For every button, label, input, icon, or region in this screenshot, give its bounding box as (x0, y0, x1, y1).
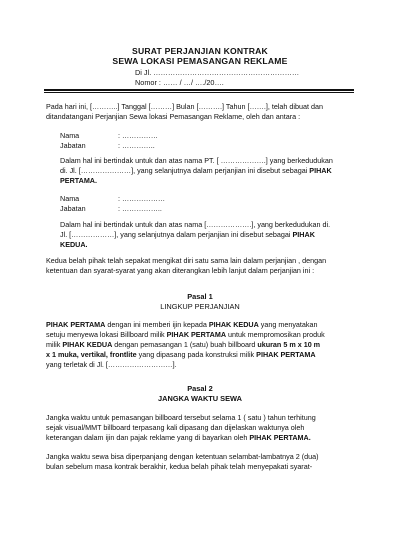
intro-line-1: Pada hari ini, [………..] Tanggal [………] Bulan [……….] Tahun […….], telah dibuat dan (46, 102, 323, 111)
party1-jabatan-row (60, 141, 155, 152)
pasal2-para1-line-2: sejak visual/MMT billboard terpasang kali dipasang dan dijelaskan waktunya oleh (46, 423, 305, 432)
pasal1-line-4: x 1 muka, vertikal, frontlite yang dipasang pada konstruksi milik PIHAK PERTAMA (46, 350, 316, 359)
party1-line-3: PERTAMA. (60, 176, 97, 185)
document-subtitle: SEWA LOKASI PEMASANGAN REKLAME (112, 56, 288, 66)
pasal1-line-5: yang terletak di Jl. [………………………]. (46, 360, 177, 369)
party2-nama-value: : ……………… (118, 194, 166, 203)
pasal1-line-1: PIHAK PERTAMA dengan ini memberi ijin kepada PIHAK KEDUA yang menyatakan (46, 320, 318, 329)
party2-jabatan-label: Jabatan (60, 204, 86, 213)
party1-nama-label: Nama (60, 131, 80, 140)
party2-nama-label: Nama (60, 194, 80, 203)
agreement-line-2: ketentuan dan syarat-syarat yang akan diterangkan lebih lanjut dalam perjanjian ini : (46, 266, 315, 275)
party2-nama-row (60, 194, 165, 205)
party1-line-1: Dalam hal ini bertindak untuk dan atas nama PT. [ ……………….] yang berkedudukan (60, 156, 333, 165)
location-line: Di Jl. …………………………………………………… (135, 68, 300, 77)
header-divider-thick (44, 89, 354, 91)
party2-jabatan-row (60, 204, 162, 215)
party1-nama-value: : …………… (118, 131, 158, 140)
pasal2-para1-line-1: Jangka waktu untuk pemasangan billboard tersebut selama 1 ( satu ) tahun terhitung (46, 413, 316, 422)
party2-line-2: Jl. [………………], yang selanjutnya dalam perjanjian ini disebut sebagai PIHAK (60, 230, 315, 239)
party1-jabatan-label: Jabatan (60, 141, 86, 150)
pasal1-line-2: setuju menyewa lokasi Billboard milik PIHAK PERTAMA untuk mempromosikan produk (46, 330, 325, 339)
party1-line-2: di. Jl. […………………], yang selanjutnya dalam perjanjian ini disebut sebagai PIHAK (60, 166, 332, 175)
pasal1-subheading: LINGKUP PERJANJIAN (160, 302, 240, 311)
pasal1-line-3: milik PIHAK KEDUA dengan pemasangan 1 (satu) buah billboard ukuran 5 m x 10 m (46, 340, 321, 349)
pasal2-para2-line-1: Jangka waktu sewa bisa diperpanjang dengan ketentuan selambat-lambatnya 2 (dua) (46, 452, 319, 461)
document-title: SURAT PERJANJIAN KONTRAK (132, 46, 268, 56)
header-divider-thin (44, 92, 354, 93)
party2-line-3: KEDUA. (60, 240, 88, 249)
pasal2-subheading: JANGKA WAKTU SEWA (158, 394, 242, 403)
intro-line-2: ditandatangani Perjanjian Sewa lokasi Pemasangan Reklame, oleh dan antara : (46, 112, 301, 121)
pasal2-heading: Pasal 2 (187, 384, 213, 393)
party1-nama-row (60, 131, 158, 142)
pasal2-para2-line-2: bulan sebelum masa kontrak berakhir, kedua belah pihak telah menyepakati syarat- (46, 462, 313, 471)
pasal1-heading: Pasal 1 (187, 292, 213, 301)
agreement-line-1: Kedua belah pihak telah sepakat mengikat diri satu sama lain dalam perjanjian , dengan (46, 256, 327, 265)
party2-line-1: Dalam hal ini bertindak untuk dan atas nama [……………….], yang berkedudukan di. (60, 220, 331, 229)
number-line: Nomor : …… / …/ …./20…. (135, 78, 224, 87)
pasal2-para1-line-3: keterangan dalam ijin dan pajak reklame yang di bayarkan oleh PIHAK PERTAMA. (46, 433, 311, 442)
party1-jabatan-value: : ………….. (118, 141, 155, 150)
party2-jabatan-value: : …………….. (118, 204, 162, 213)
